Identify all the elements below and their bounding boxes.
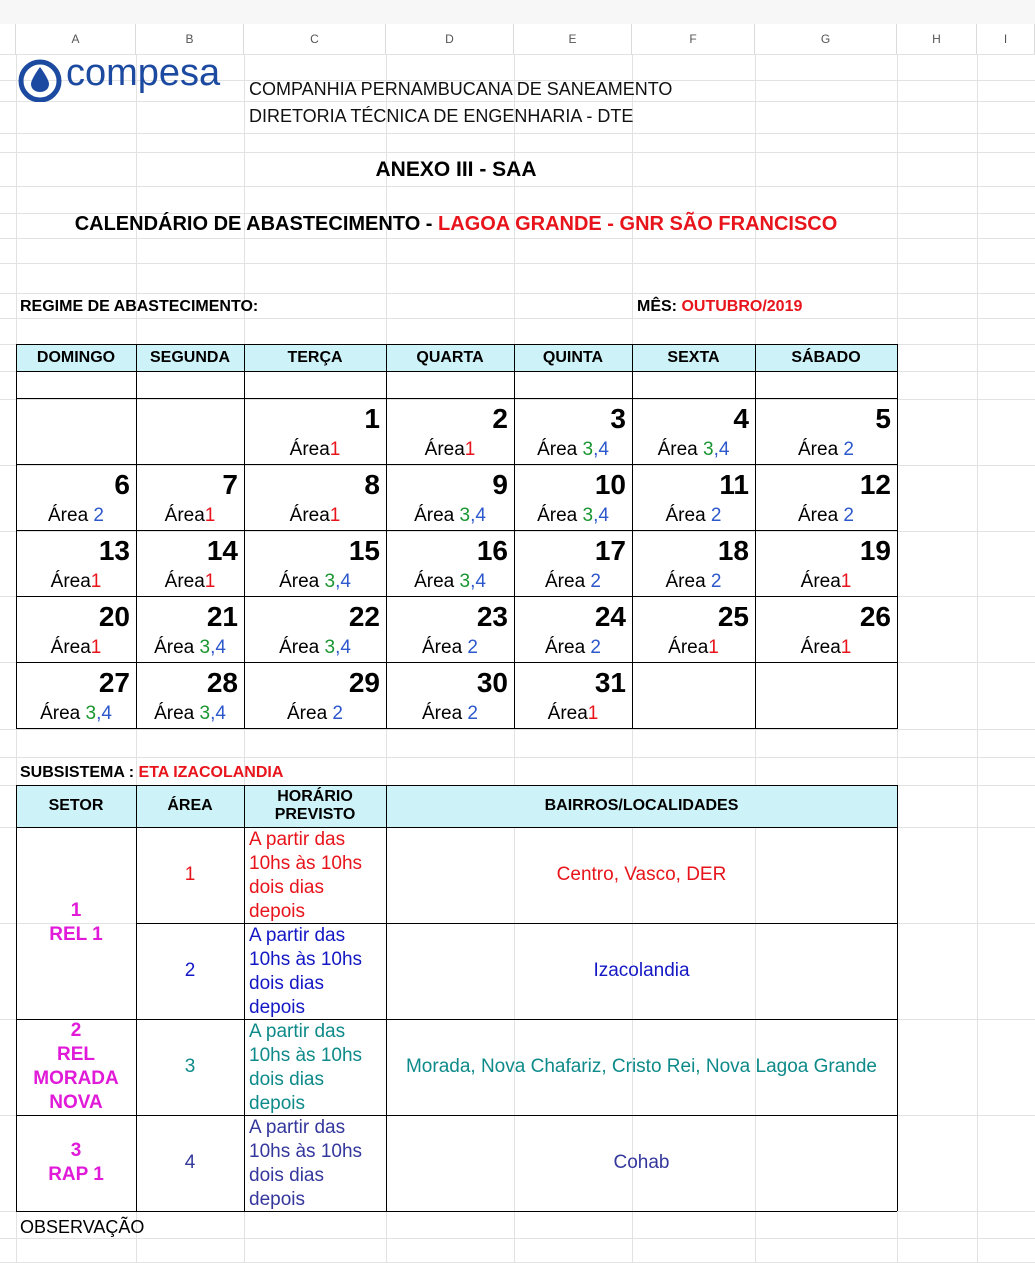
day-number: 18 [717,535,749,566]
logo-wordmark: compesa [66,52,221,94]
horario-text [249,1020,383,1116]
weekday-header: SEXTA [667,349,720,366]
grid-row-line [0,293,1035,294]
day-area [514,505,632,527]
area-word: Área [279,637,320,658]
area-word: Área [287,703,328,724]
area-code-4: ,4 [470,571,486,592]
subsystem-field [20,764,283,782]
day-area [16,703,136,725]
horario-line: dois dias [249,877,324,898]
day-number: 17 [594,535,626,566]
corner-cell[interactable] [0,24,16,54]
day-number: 22 [348,601,380,632]
column-header-h[interactable]: H [897,24,977,54]
calendar-day-cell[interactable] [136,663,244,729]
column-header-g[interactable]: G [755,24,897,54]
calendar-day-cell[interactable] [632,597,755,663]
horario-text [249,924,383,1020]
day-area [16,571,136,593]
day-number: 21 [206,601,238,632]
area-code: 2 [590,571,601,592]
regime-label: REGIME DE ABASTECIMENTO: [20,298,259,315]
directorate-name: DIRETORIA TÉCNICA DE ENGENHARIA - DTE [249,106,634,126]
horario-line: 10hs às 10hs [249,1045,363,1066]
weekday-header: QUINTA [542,349,604,366]
area-code: 1 [708,637,719,658]
header-horario-line1: HORÁRIO [277,788,353,805]
day-number: 29 [348,667,380,698]
weekday-header: TERÇA [287,349,343,366]
calendar-day-cell[interactable] [632,399,755,465]
calendar-day-cell[interactable] [386,465,514,531]
area-word: Área [50,637,91,658]
calendar-day-cell[interactable] [755,531,897,597]
calendar-day-cell[interactable] [632,531,755,597]
day-area [386,439,514,461]
header-area: ÁREA [167,797,213,814]
day-number: 24 [594,601,626,632]
day-number: 1 [364,403,380,434]
calendar-day-cell[interactable] [16,663,136,729]
horario-line: 10hs às 10hs [249,949,363,970]
area-code: 2 [843,439,854,460]
column-header-e[interactable]: E [514,24,632,54]
annex-title: ANEXO III - SAA [375,158,537,181]
day-number: 16 [476,535,508,566]
area-code: 2 [710,571,722,592]
day-number: 14 [206,535,238,566]
day-area [632,439,755,461]
area-code-4: ,4 [593,439,609,460]
area-word: Área [800,637,841,658]
horario-line: depois [249,1189,305,1210]
area-code-4: ,4 [210,703,226,724]
calendar-day-cell[interactable] [514,663,632,729]
horario-line: 10hs às 10hs [249,1141,363,1162]
area-code-4: ,4 [210,637,226,658]
sector-number: 3 [70,1140,82,1161]
area-code: 1 [840,571,852,592]
area-word: Área [40,703,81,724]
day-area [632,505,755,527]
month-label: MÊS: [637,298,682,315]
calendar-day-cell[interactable] [514,399,632,465]
area-word: Área [547,703,588,724]
calendar-day-cell[interactable] [386,663,514,729]
area-word: Área [422,637,463,658]
day-number: 26 [859,601,891,632]
calendar-day-cell[interactable] [244,597,386,663]
area-word: Área [545,637,586,658]
sector-name-line: REL 1 [49,924,103,945]
day-area [632,637,755,659]
calendar-day-cell[interactable] [244,399,386,465]
area-word: Área [657,439,698,460]
day-area [136,703,244,725]
weekday-header: DOMINGO [36,349,116,366]
day-area [16,505,136,527]
column-header-a[interactable]: A [16,24,136,54]
header-bairros: BAIRROS/LOCALIDADES [544,797,739,814]
grid-row-line [0,729,1035,730]
day-number: 6 [114,469,130,500]
area-code: 1 [90,637,102,658]
day-area [755,571,897,593]
water-drop-icon [18,58,62,102]
table-border [16,785,897,786]
calendar-day-cell[interactable] [136,531,244,597]
weekday-header: SEGUNDA [149,349,230,366]
area-word: Área [50,571,91,592]
calendar-day-cell[interactable] [244,531,386,597]
area-number: 1 [184,864,196,885]
calendar-day-cell[interactable] [514,531,632,597]
calendar-title-prefix: CALENDÁRIO DE ABASTECIMENTO - [74,213,439,235]
grid-row-line [0,133,1035,134]
day-number: 10 [594,469,626,500]
day-area [632,571,755,593]
area-code: 1 [464,439,476,460]
calendar-day-cell[interactable] [16,465,136,531]
day-area [514,439,632,461]
bairros-text: Centro, Vasco, DER [556,864,727,885]
area-code-4: ,4 [335,637,351,658]
bairros-text: Cohab [613,1152,670,1173]
day-area [136,637,244,659]
toolbar-strip [0,0,1035,24]
day-number: 3 [610,403,626,434]
compesa-logo [16,54,236,102]
day-area [244,637,386,659]
sector-cell [16,1019,136,1115]
area-word: Área [154,703,195,724]
area-code: 1 [329,505,341,526]
area-word: Área [48,505,89,526]
calendar-day-cell[interactable] [514,597,632,663]
area-code: 1 [204,505,216,526]
grid-row-line [0,1238,1035,1239]
table-border [16,371,897,372]
company-name: COMPANHIA PERNAMBUCANA DE SANEAMENTO [249,79,673,99]
area-word: Área [289,439,330,460]
table-border [897,785,898,1211]
grid-row-line [0,186,1035,187]
area-word: Área [164,505,205,526]
calendar-day-cell[interactable] [755,399,897,465]
day-area [244,505,386,527]
table-border [16,1211,897,1212]
area-code-4: ,4 [593,505,609,526]
horario-line: dois dias [249,1069,324,1090]
area-code-3: 3 [459,505,471,526]
area-word: Área [289,505,330,526]
day-area [244,703,386,725]
area-code: 2 [843,505,854,526]
day-number: 2 [492,403,508,434]
day-area [386,637,514,659]
day-area [244,571,386,593]
calendar-day-cell[interactable] [514,465,632,531]
area-word: Área [537,505,578,526]
area-code: 1 [90,571,102,592]
day-number: 30 [476,667,508,698]
sector-name-line: REL [57,1044,95,1065]
area-code: 2 [710,505,722,526]
grid-col-line [977,54,978,1262]
day-number: 4 [733,403,749,434]
grid-row-line [0,152,1035,153]
column-header-f[interactable]: F [632,24,755,54]
area-code-3: 3 [582,505,594,526]
day-number: 25 [717,601,749,632]
area-word: Área [665,571,706,592]
day-area [136,505,244,527]
sector-cell [16,827,136,1019]
grid-row-line [0,263,1035,264]
calendar-day-cell[interactable] [386,399,514,465]
calendar-day-cell[interactable] [632,465,755,531]
area-code: 2 [93,505,104,526]
area-word: Área [668,637,709,658]
sector-number: 2 [70,1020,82,1041]
weekday-header: SÁBADO [791,349,861,366]
day-number: 31 [594,667,626,698]
day-number: 28 [206,667,238,698]
area-code-3: 3 [702,439,714,460]
area-word: Área [800,571,841,592]
calendar-day-cell[interactable] [755,465,897,531]
day-number: 12 [859,469,891,500]
grid-row-line [0,238,1035,239]
area-code-4: ,4 [96,703,112,724]
column-header-b[interactable]: B [136,24,244,54]
area-word: Área [414,505,455,526]
calendar-day-cell[interactable] [136,465,244,531]
month-field [637,298,802,316]
day-number: 13 [98,535,130,566]
horario-line: A partir das [249,1021,346,1042]
day-area [386,703,514,725]
column-header-d[interactable]: D [386,24,514,54]
sector-cell [16,1115,136,1211]
subsystem-name: ETA IZACOLANDIA [138,764,284,781]
table-border [16,344,897,345]
table-border [244,785,245,1211]
weekday-header: QUARTA [416,349,484,366]
area-code-3: 3 [324,637,336,658]
area-code: 1 [329,439,341,460]
day-area [514,571,632,593]
horario-line: dois dias [249,973,324,994]
horario-line: depois [249,997,305,1018]
month-value: OUTUBRO/2019 [681,298,803,315]
horario-line: 10hs às 10hs [249,853,363,874]
area-code-4: ,4 [470,505,486,526]
day-area [16,637,136,659]
day-number: 23 [476,601,508,632]
day-area [755,439,897,461]
area-code: 2 [332,703,343,724]
area-code-4: ,4 [713,439,730,460]
horario-line: A partir das [249,829,346,850]
area-word: Área [537,439,578,460]
column-headers [0,24,1035,55]
day-number: 7 [222,469,238,500]
grid-row-line [0,757,1035,758]
day-area [386,505,514,527]
horario-text [249,1116,383,1212]
area-code: 2 [590,637,601,658]
calendar-title [16,213,896,236]
observation-label: OBSERVAÇÃO [20,1217,145,1237]
area-word: Área [798,505,839,526]
area-code: 1 [587,703,599,724]
day-area [755,505,897,527]
area-code-3: 3 [459,571,471,592]
grid-row-line [0,318,1035,319]
day-area [244,439,386,461]
area-word: Área [424,439,465,460]
day-number: 19 [859,535,891,566]
day-area [136,571,244,593]
bairros-text: Morada, Nova Chafariz, Cristo Rei, Nova Lagoa Grande [405,1056,877,1077]
subsystem-label: SUBSISTEMA : [20,764,139,781]
calendar-day-cell[interactable] [386,531,514,597]
calendar-day-cell[interactable] [244,465,386,531]
horario-line: dois dias [249,1165,324,1186]
area-word: Área [154,637,195,658]
calendar-day-cell[interactable] [386,597,514,663]
calendar-day-cell[interactable] [755,597,897,663]
day-number: 15 [348,535,380,566]
bairros-text: Izacolandia [593,960,690,981]
horario-line: depois [249,901,305,922]
area-word: Área [798,439,839,460]
header-horario [244,785,386,827]
area-number: 4 [184,1152,196,1173]
table-border [897,344,898,729]
area-code-3: 3 [199,703,211,724]
area-word: Área [665,505,706,526]
column-header-c[interactable]: C [244,24,386,54]
calendar-day-cell[interactable] [244,663,386,729]
day-number: 8 [364,469,380,500]
day-area [514,703,632,725]
calendar-title-place: LAGOA GRANDE - GNR SÃO FRANCISCO [438,213,838,235]
horario-line: depois [249,1093,305,1114]
area-number: 3 [184,1056,196,1077]
area-code-4: ,4 [335,571,351,592]
column-header-i[interactable]: I [977,24,1035,54]
day-number: 20 [98,601,130,632]
header-setor: SETOR [48,797,104,814]
calendar-day-cell[interactable] [16,597,136,663]
day-area [514,637,632,659]
area-code: 1 [840,637,852,658]
area-code: 2 [467,703,478,724]
area-word: Área [164,571,205,592]
sector-name-line: MORADA [33,1068,119,1089]
area-word: Área [422,703,463,724]
area-code-3: 3 [324,571,336,592]
calendar-day-cell[interactable] [16,531,136,597]
day-number: 27 [98,667,130,698]
sector-number: 1 [70,900,82,921]
area-word: Área [279,571,320,592]
sector-name-line: RAP 1 [48,1164,104,1185]
day-area [386,571,514,593]
sector-name-line: NOVA [49,1092,103,1113]
day-area [755,637,897,659]
day-number: 11 [719,469,749,500]
area-code: 2 [467,637,478,658]
area-code: 1 [204,571,216,592]
day-number: 5 [875,403,891,434]
area-code-3: 3 [582,439,594,460]
area-number: 2 [184,960,196,981]
calendar-day-cell[interactable] [136,597,244,663]
horario-line: A partir das [249,1117,346,1138]
day-number: 9 [492,469,508,500]
horario-line: A partir das [249,925,346,946]
area-code-3: 3 [85,703,97,724]
area-word: Área [545,571,586,592]
area-code-3: 3 [199,637,211,658]
header-horario-line2: PREVISTO [274,806,356,823]
area-word: Área [414,571,455,592]
horario-text [249,828,383,924]
